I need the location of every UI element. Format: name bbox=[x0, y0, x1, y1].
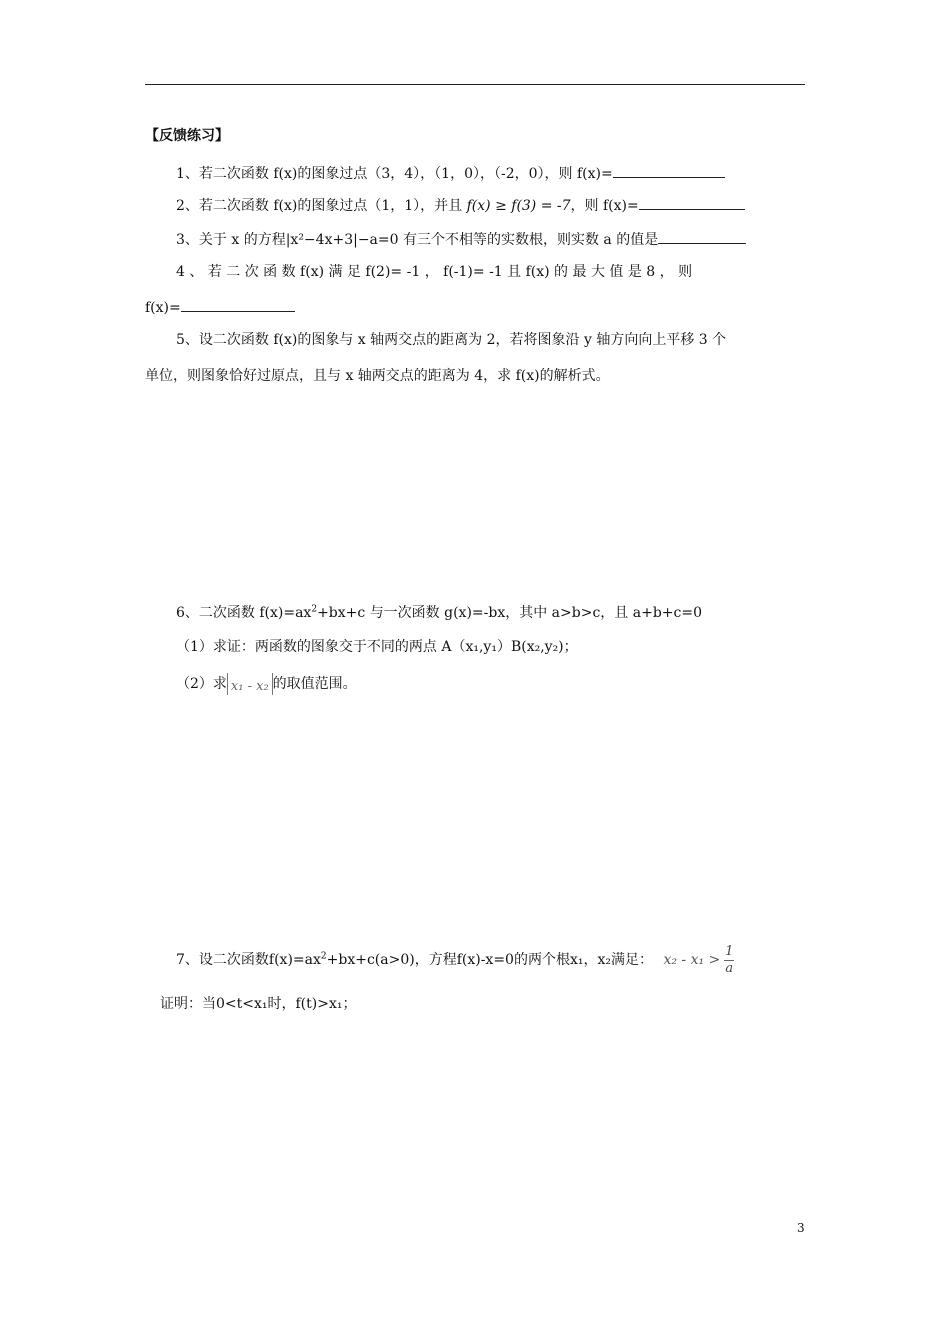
question-2-prefix: 2、若二次函数 f(x)的图象过点（1，1），并且 bbox=[176, 198, 463, 214]
question-6-part-2 bbox=[176, 673, 357, 695]
exponent: 2 bbox=[320, 951, 327, 962]
question-7-line-2: 证明：当0<t<x₁时，f(t)>x₁； bbox=[160, 996, 357, 1012]
answer-blank-1[interactable] bbox=[613, 163, 725, 178]
abs-difference-expression: x₁ - x₂ bbox=[227, 673, 273, 695]
question-5-line-2: 单位，则图象恰好过原点，且与 x 轴两交点的距离为 4，求 f(x)的解析式。 bbox=[145, 368, 610, 384]
question-3 bbox=[176, 229, 746, 249]
question-6-text-a: 6、二次函数 f(x)=ax bbox=[176, 605, 312, 621]
question-2 bbox=[176, 195, 745, 215]
section-heading: 【反馈练习】 bbox=[145, 128, 229, 144]
question-7-text-b: +bx+c(a>0)，方程f(x)-x=0的两个根x₁，x₂满足： bbox=[326, 952, 653, 968]
question-2-suffix: ，则 f(x)= bbox=[570, 198, 639, 214]
question-1-text: 1、若二次函数 f(x)的图象过点（3，4），（1，0），（-2，0），则 f(x)= bbox=[176, 166, 613, 182]
question-6-text-b: +bx+c 与一次函数 g(x)=-bx，其中 a>b>c，且 a+b+c=0 bbox=[317, 605, 702, 621]
question-3-text: 3、关于 x 的方程|x²−4x+3|−a=0 有三个不相等的实数根，则实数 a 的值是 bbox=[176, 232, 659, 248]
question-2-math: f(x) ≥ f(3) = -7 bbox=[466, 198, 571, 214]
question-6-part-2-suffix: 的取值范围。 bbox=[272, 676, 357, 692]
question-4-label: f(x)= bbox=[145, 300, 181, 316]
question-5-line-1: 5、设二次函数 f(x)的图象与 x 轴两交点的距离为 2，若将图象沿 y 轴方向向上平移 3 个 bbox=[176, 332, 727, 348]
question-7-inequality: x₂ - x₁ > bbox=[663, 952, 721, 968]
question-7-text-a: 7、设二次函数f(x)=ax bbox=[176, 952, 321, 968]
question-6-part-2-prefix: （2）求 bbox=[176, 676, 227, 692]
question-4-line-1: 4 、 若 二 次 函 数 f(x) 满 足 f(2)= -1 ， f(-1)= -1 且 f(x) 的 最 大 值 是 8 ， 则 bbox=[176, 264, 693, 280]
question-1 bbox=[176, 163, 725, 183]
answer-blank-3[interactable] bbox=[658, 229, 746, 244]
answer-blank-2[interactable] bbox=[639, 195, 745, 210]
question-7-line-1 bbox=[176, 940, 734, 980]
answer-blank-4[interactable] bbox=[181, 297, 295, 312]
question-6-line-1 bbox=[176, 604, 702, 622]
page-number: 3 bbox=[797, 1221, 805, 1235]
exponent: 2 bbox=[311, 604, 318, 615]
fraction-one-over-a bbox=[724, 944, 734, 977]
fraction-numerator: 1 bbox=[725, 943, 734, 959]
header-rule bbox=[145, 84, 805, 85]
question-6-part-1: （1）求证：两函数的图象交于不同的两点 A（x₁,y₁）B(x₂,y₂)； bbox=[176, 639, 578, 655]
question-4-line-2 bbox=[145, 297, 295, 317]
fraction-denominator: a bbox=[725, 960, 734, 976]
